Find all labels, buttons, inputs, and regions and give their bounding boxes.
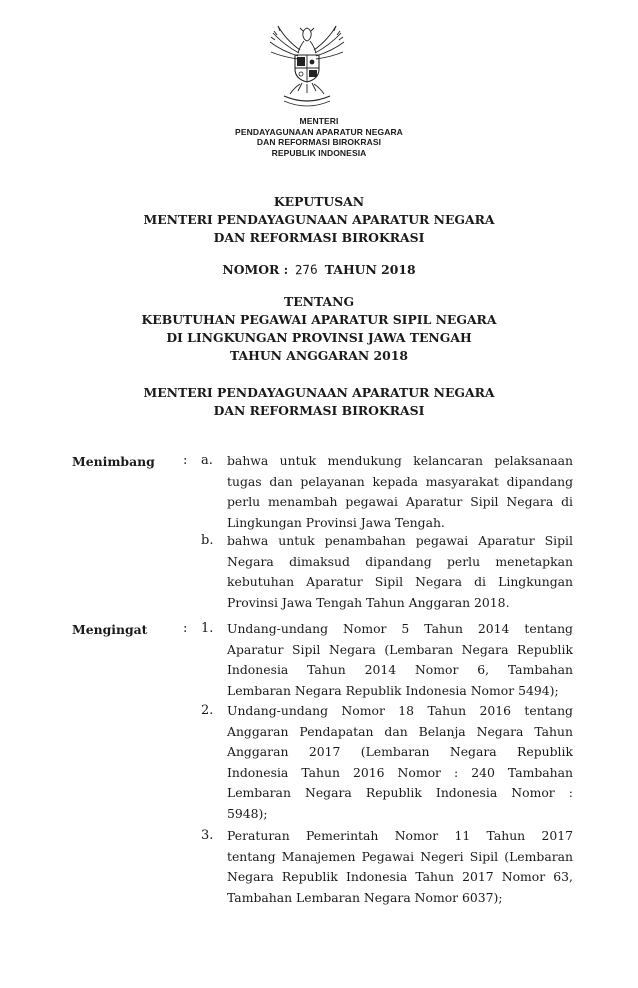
text-line: Undang-undang Nomor 18 Tahun 2016 tentang	[227, 703, 573, 718]
mengingat-item-2	[227, 701, 573, 825]
text-line: tugas dan pelayanan kepada masyarakat dipandang	[227, 473, 573, 489]
issuer-line: MENTERI PENDAYAGUNAAN APARATUR NEGARA	[143, 385, 495, 400]
text-line: bahwa untuk mendukung kelancaran pelaksanaan	[227, 453, 573, 468]
text-line: Peraturan Pemerintah Nomor 11 Tahun 2017	[227, 828, 573, 843]
title-line: KEPUTUSAN	[273, 194, 365, 209]
text-line: perlu menambah pegawai Aparatur Sipil Negara di	[227, 494, 573, 510]
mengingat-label: Mengingat	[72, 622, 148, 637]
text-line: Lingkungan Provinsi Jawa Tengah.	[227, 514, 445, 530]
subject-line: DI LINGKUNGAN PROVINSI JAWA TENGAH	[166, 330, 472, 345]
subject-line: KEBUTUHAN PEGAWAI APARATUR SIPIL NEGARA	[141, 312, 497, 327]
text-line: Anggaran 2017 (Lembaran Negara Republik	[227, 744, 573, 760]
text-line: Undang-undang Nomor 5 Tahun 2014 tentang	[227, 621, 573, 636]
issuer-line: DAN REFORMASI BIROKRASI	[213, 403, 425, 418]
mengingat-item-1	[227, 619, 573, 701]
mengingat-colon: :	[183, 621, 188, 636]
text-line: kebutuhan Aparatur Sipil Negara di Lingkungan	[227, 574, 573, 590]
ministry-line: MENTERI	[299, 116, 339, 126]
menimbang-index-b: b.	[201, 533, 214, 548]
tahun-label: TAHUN 2018	[324, 262, 416, 277]
decree-title	[0, 193, 638, 247]
menimbang-index-a: a.	[201, 453, 213, 468]
text-line: tentang Manajemen Pegawai Negeri Sipil (Lembaran	[227, 848, 573, 864]
title-line: MENTERI PENDAYAGUNAAN APARATUR NEGARA	[143, 212, 495, 227]
mengingat-index-1: 1.	[201, 621, 214, 636]
mengingat-item-3	[227, 826, 573, 908]
text-line: 5948);	[227, 805, 268, 821]
text-line: Aparatur Sipil Negara (Lembaran Negara Republik	[227, 641, 573, 657]
text-line: Lembaran Negara Republik Indonesia Nomor 5494);	[227, 682, 559, 698]
text-line: Tambahan Lembaran Negara Nomor 6037);	[227, 889, 503, 905]
title-line: DAN REFORMASI BIROKRASI	[213, 230, 425, 245]
menimbang-item-a	[227, 451, 573, 533]
nomor-value: 276	[294, 261, 319, 278]
menimbang-colon: :	[183, 453, 188, 468]
ministry-line: PENDAYAGUNAAN APARATUR NEGARA	[235, 126, 403, 137]
garuda-emblem-icon	[262, 22, 352, 112]
text-line: Indonesia Tahun 2016 Nomor : 240 Tambahan	[227, 764, 573, 780]
ministry-line: DAN REFORMASI BIROKRASI	[256, 137, 382, 147]
text-line: Negara dimaksud dipandang perlu menetapkan	[227, 553, 573, 569]
ministry-header	[0, 116, 638, 158]
ministry-line: REPUBLIK INDONESIA	[271, 147, 367, 158]
mengingat-index-2: 2.	[201, 703, 214, 718]
text-line: Negara Republik Indonesia Tahun 2017 Nomor 63,	[227, 869, 573, 885]
text-line: Anggaran Pendapatan dan Belanja Negara Tahun	[227, 723, 573, 739]
mengingat-index-3: 3.	[201, 828, 214, 843]
decree-number	[0, 261, 638, 279]
text-line: Indonesia Tahun 2014 Nomor 6, Tambahan	[227, 662, 573, 678]
decree-issuer	[0, 384, 638, 420]
menimbang-label: Menimbang	[72, 454, 155, 469]
text-line: Provinsi Jawa Tengah Tahun Anggaran 2018.	[227, 594, 510, 610]
tentang-heading: TENTANG	[283, 294, 355, 309]
subject-line: TAHUN ANGGARAN 2018	[229, 348, 409, 363]
nomor-label: NOMOR :	[222, 262, 289, 277]
decree-subject	[0, 293, 638, 365]
menimbang-item-b	[227, 531, 573, 613]
text-line: Lembaran Negara Republik Indonesia Nomor :	[227, 785, 573, 801]
text-line: bahwa untuk penambahan pegawai Aparatur Sipil	[227, 533, 573, 548]
